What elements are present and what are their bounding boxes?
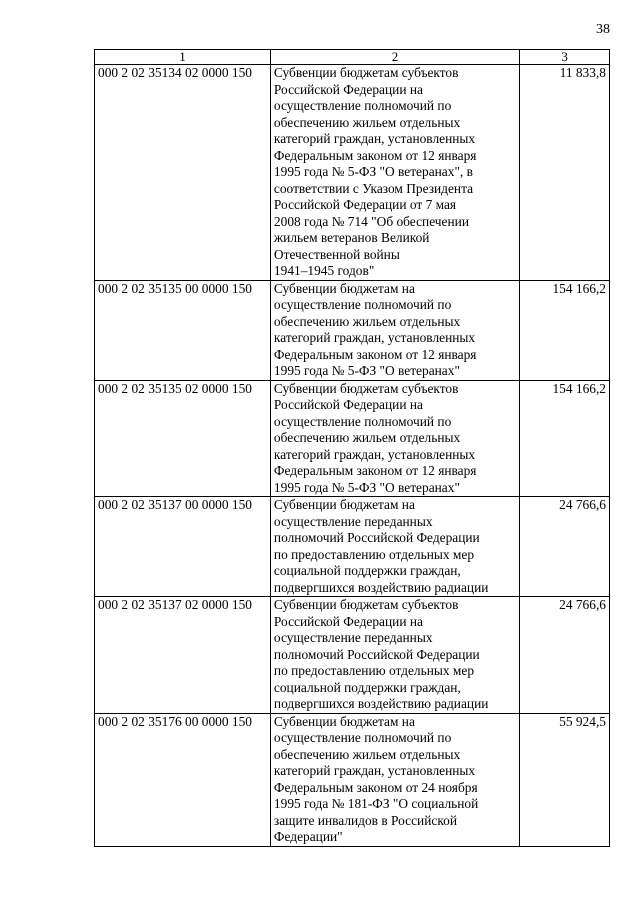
budget-item-name: Субвенции бюджетам субъектов Российской Федерации на осуществление полномочий по обеспечению жильем отдельных категорий граждан, установленных Федеральным законом от 12 января 1995 года № 5-ФЗ "О ветеранах" <box>270 380 519 497</box>
budget-code: 000 2 02 35137 02 0000 150 <box>95 597 271 714</box>
budget-table <box>94 49 610 847</box>
budget-code: 000 2 02 35135 02 0000 150 <box>95 380 271 497</box>
budget-code: 000 2 02 35137 00 0000 150 <box>95 497 271 597</box>
budget-item-name: Субвенции бюджетам субъектов Российской Федерации на осуществление переданных полномочий Российской Федерации по предоставлению отдельных мер социальной поддержки граждан, подвергшихся воздействию радиации <box>270 597 519 714</box>
budget-amount: 154 166,2 <box>520 280 610 380</box>
page-number: 38 <box>596 22 610 37</box>
budget-item-name: Субвенции бюджетам на осуществление полномочий по обеспечению жильем отдельных категорий граждан, установленных Федеральным законом от 12 января 1995 года № 5-ФЗ "О ветеранах" <box>270 280 519 380</box>
budget-code: 000 2 02 35135 00 0000 150 <box>95 280 271 380</box>
table-row <box>95 597 610 714</box>
budget-amount: 55 924,5 <box>520 713 610 846</box>
header-col-1: 1 <box>95 50 271 65</box>
budget-item-name: Субвенции бюджетам субъектов Российской Федерации на осуществление полномочий по обеспечению жильем отдельных категорий граждан, установленных Федеральным законом от 12 января 1995 года № 5-ФЗ "О ветеранах", в соответствии с Указом Президента Российской Федерации от 7 мая 2008 года № 714 "Об обеспечении жильем ветеранов Великой Отечественной войны 1941–1945 годов" <box>270 65 519 281</box>
budget-amount: 24 766,6 <box>520 497 610 597</box>
budget-amount: 24 766,6 <box>520 597 610 714</box>
table-body <box>95 65 610 847</box>
budget-code: 000 2 02 35134 02 0000 150 <box>95 65 271 281</box>
table-row <box>95 380 610 497</box>
budget-amount: 11 833,8 <box>520 65 610 281</box>
budget-item-name: Субвенции бюджетам на осуществление переданных полномочий Российской Федерации по предоставлению отдельных мер социальной поддержки граждан, подвергшихся воздействию радиации <box>270 497 519 597</box>
table-row <box>95 713 610 846</box>
table-row <box>95 65 610 281</box>
budget-amount: 154 166,2 <box>520 380 610 497</box>
table-row <box>95 497 610 597</box>
table-header <box>95 50 610 65</box>
budget-code: 000 2 02 35176 00 0000 150 <box>95 713 271 846</box>
header-col-3: 3 <box>520 50 610 65</box>
header-row <box>95 50 610 65</box>
table-row <box>95 280 610 380</box>
budget-item-name: Субвенции бюджетам на осуществление полномочий по обеспечению жильем отдельных категорий граждан, установленных Федеральным законом от 24 ноября 1995 года № 181-ФЗ "О социальной защите инвалидов в Российской Федерации" <box>270 713 519 846</box>
header-col-2: 2 <box>270 50 519 65</box>
